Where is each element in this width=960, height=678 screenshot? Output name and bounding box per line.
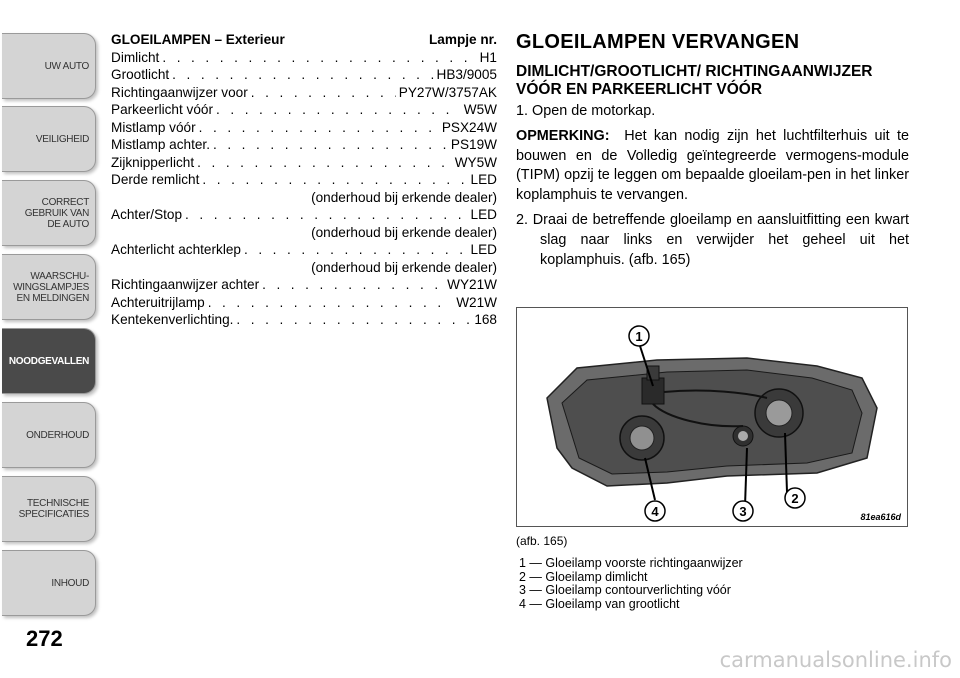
bulb-row <box>111 171 497 189</box>
bulb-row <box>111 311 497 329</box>
bulb-row <box>111 119 497 137</box>
figure-code: 81ea616d <box>860 512 901 522</box>
tab-label: SPECIFICATIES <box>18 509 89 520</box>
bulb-table-header-right: Lampje nr. <box>429 32 497 47</box>
bulb-value: WY21W <box>447 277 497 292</box>
tab-noodgevallen[interactable] <box>2 328 96 394</box>
bulb-value: W21W <box>456 294 497 310</box>
bulb-row <box>111 154 497 172</box>
bulb-row <box>111 101 497 119</box>
tab-correct-gebruik[interactable] <box>2 180 96 246</box>
bulb-table-header <box>111 31 497 49</box>
bulb-label: Parkeerlicht vóór <box>111 102 213 117</box>
bulb-row <box>111 206 497 224</box>
tab-label: TECHNISCHE <box>26 498 89 509</box>
bulb-row <box>111 66 497 84</box>
step-1: 1. Open de motorkap. <box>516 103 656 119</box>
dot-leader <box>202 171 467 189</box>
tab-label: ONDERHOUD <box>26 429 89 441</box>
figure-legend <box>519 557 743 611</box>
callout-4-label: 4 <box>651 504 659 519</box>
legend-item: 2 — Gloeilamp dimlicht <box>519 569 648 584</box>
dot-leader <box>172 66 433 84</box>
dot-leader <box>262 276 444 294</box>
bulb-value: LED <box>470 242 497 257</box>
bulb-label: Achteruitrijlamp <box>111 294 205 310</box>
bulb-value: 168 <box>474 312 497 327</box>
bulb-value: LED <box>470 172 497 187</box>
bulb-value: WY5W <box>454 154 497 170</box>
dot-leader <box>251 84 396 102</box>
bulb-row <box>111 276 497 294</box>
tab-label: NOODGEVALLEN <box>8 355 89 367</box>
legend-item: 4 — Gloeilamp van grootlicht <box>519 596 680 611</box>
bulb-row <box>111 49 497 67</box>
bulb-value: PS19W <box>450 137 497 152</box>
bulb-note: (onderhoud bij erkende dealer) <box>311 259 497 275</box>
dot-leader <box>162 49 476 67</box>
callout-3-label: 3 <box>739 504 747 519</box>
tab-technische-specificaties[interactable] <box>2 476 96 542</box>
tab-label: UW AUTO <box>44 60 89 72</box>
note-text: Het kan nodig zijn het luchtfilterhuis uit te bouwen en de Volledig geïntegreerde vermogens-module (TIPM) opzij te leggen om bepaalde gloeilam-pen in het linker koplamphuis te vervangen. <box>516 127 909 204</box>
note <box>516 127 909 206</box>
instructions <box>516 31 909 270</box>
bulb-label: Achter/Stop <box>111 207 183 222</box>
step-2: 2. Draai de betreffende gloeilamp en aansluitfitting een kwart slag naar links en verwijder het geheel uit het koplamphuis. (afb. 165) <box>516 211 909 268</box>
bulb-label: Grootlicht <box>111 67 170 82</box>
headlamp-illustration <box>517 308 907 526</box>
bulb-label: Zijknipperlicht <box>111 154 195 170</box>
tab-label: WINGSLAMPJES <box>13 281 89 293</box>
bulb-row <box>111 84 497 102</box>
bulb-label: Achterlicht achterklep <box>111 242 241 257</box>
bulb-label: Mistlamp vóór <box>111 119 196 135</box>
dot-leader <box>216 101 461 119</box>
bulb-table <box>111 31 497 329</box>
bulb-label: Richtingaanwijzer achter <box>111 277 260 292</box>
bulb-note: (onderhoud bij erkende dealer) <box>311 189 497 205</box>
legend-item: 1 — Gloeilamp voorste richtingaanwijzer <box>519 556 743 570</box>
tab-label: WAARSCHU- <box>30 270 89 282</box>
tab-uw-auto[interactable] <box>2 33 96 99</box>
bulb-label: Dimlicht <box>111 49 160 65</box>
callout-1-label: 1 <box>635 329 643 344</box>
section-subtitle: DIMLICHT/GROOTLICHT/ RICHTINGAANWIJZER VÓÓR EN PARKEERLICHT VÓÓR <box>516 63 873 98</box>
dot-leader <box>199 119 439 137</box>
bulb-row <box>111 136 497 154</box>
bulb-table-header-left: GLOEILAMPEN – Exterieur <box>111 32 285 47</box>
callout-2-label: 2 <box>791 491 799 506</box>
dot-leader <box>236 311 471 329</box>
section-title: GLOEILAMPEN VERVANGEN <box>516 31 800 53</box>
figure-caption: (afb. 165) <box>516 534 568 548</box>
bulb-value: HB3/9005 <box>436 67 497 82</box>
bulb-value: H1 <box>479 49 497 65</box>
tab-label: CORRECT <box>41 196 89 208</box>
tab-inhoud[interactable] <box>2 550 96 616</box>
watermark: carmanualsonline.info <box>719 648 952 672</box>
tab-onderhoud[interactable] <box>2 402 96 468</box>
bulb-label: Kentekenverlichting. <box>111 312 234 327</box>
bulb-label: Mistlamp achter. <box>111 137 210 152</box>
bulb-value: PY27W/3757AK <box>398 84 497 100</box>
tab-label: DE AUTO <box>47 218 89 230</box>
tab-label: VEILIGHEID <box>35 133 89 145</box>
dot-leader <box>213 136 448 154</box>
dot-leader <box>208 294 454 312</box>
tab-label: EN MELDINGEN <box>16 292 89 304</box>
tab-label: GEBRUIK VAN <box>24 207 89 219</box>
page-number: 272 <box>26 626 63 651</box>
bulb-value: PSX24W <box>441 119 497 135</box>
bulb-row <box>111 241 497 259</box>
tab-veiligheid[interactable] <box>2 106 96 172</box>
bulb-label: Richtingaanwijzer voor <box>111 84 248 100</box>
bulb-value: LED <box>470 207 497 222</box>
bulb-label: Derde remlicht <box>111 172 200 187</box>
note-label: OPMERKING: <box>516 127 610 144</box>
bulb-note: (onderhoud bij erkende dealer) <box>311 224 497 240</box>
dot-leader <box>185 206 468 224</box>
dot-leader <box>244 241 468 259</box>
bulb-row <box>111 294 497 312</box>
tab-waarschuwingslampjes[interactable] <box>2 254 96 320</box>
dot-leader <box>197 154 452 172</box>
legend-item: 3 — Gloeilamp contourverlichting vóór <box>519 583 731 597</box>
headlamp-figure <box>516 307 908 527</box>
tab-label: INHOUD <box>51 577 89 589</box>
bulb-value: W5W <box>463 102 497 117</box>
